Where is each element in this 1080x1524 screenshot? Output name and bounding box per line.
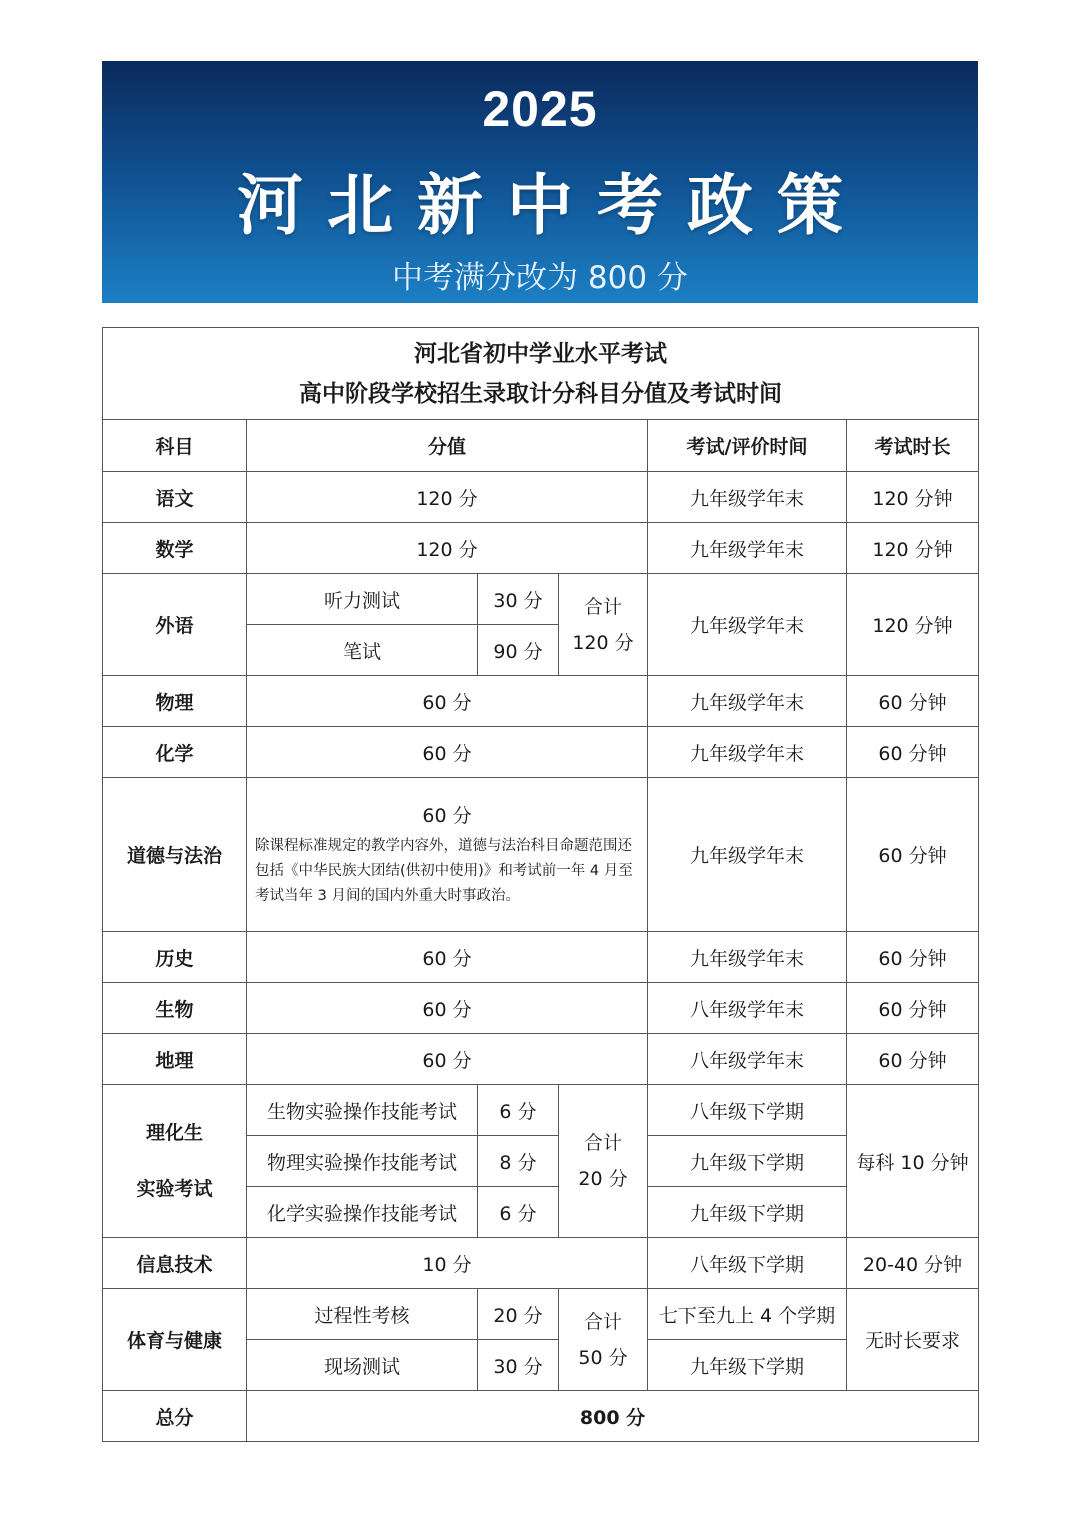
subtotal-label: 合计: [583, 1310, 622, 1333]
time-cell: 九年级学年末: [648, 574, 847, 676]
duration-cell: 120 分钟: [847, 523, 979, 574]
time-cell: 九年级学年末: [648, 523, 847, 574]
score-cell: 60 分: [247, 727, 648, 778]
table-row-lab: [103, 1085, 979, 1136]
duration-cell: 120 分钟: [847, 472, 979, 523]
table-row-morality: [103, 778, 979, 932]
score-cell: [247, 778, 648, 932]
duration-cell: 60 分钟: [847, 778, 979, 932]
subtotal-score: 120 分: [572, 631, 634, 654]
subject-cell: 总分: [103, 1391, 247, 1442]
score-table: [102, 327, 979, 1442]
subject-cell: 生物: [103, 983, 247, 1034]
table-caption: [103, 328, 979, 420]
table-row-total: [103, 1391, 979, 1442]
time-cell: 八年级下学期: [648, 1085, 847, 1136]
sub-item-score: 6 分: [478, 1187, 559, 1238]
subject-cell: 外语: [103, 574, 247, 676]
table-row-chinese: [103, 472, 979, 523]
time-cell: 九年级学年末: [648, 472, 847, 523]
table-row-geography: [103, 1034, 979, 1085]
time-cell: 九年级学年末: [648, 676, 847, 727]
header-duration: 考试时长: [847, 420, 979, 472]
subject-cell: 语文: [103, 472, 247, 523]
score-table-container: [102, 327, 978, 1442]
table-row-history: [103, 932, 979, 983]
time-cell: 九年级学年末: [648, 778, 847, 932]
time-cell: 九年级下学期: [648, 1340, 847, 1391]
header-banner: [102, 61, 978, 303]
header-time: 考试/评价时间: [648, 420, 847, 472]
subtotal-cell: [559, 1289, 648, 1391]
time-cell: 八年级下学期: [648, 1238, 847, 1289]
table-row-it: [103, 1238, 979, 1289]
sub-item-score: 6 分: [478, 1085, 559, 1136]
duration-cell: 60 分钟: [847, 983, 979, 1034]
duration-cell: 120 分钟: [847, 574, 979, 676]
score-cell: 120 分: [247, 523, 648, 574]
sub-item-label: 过程性考核: [247, 1289, 478, 1340]
sub-item-label: 笔试: [247, 625, 478, 676]
time-cell: 九年级学年末: [648, 727, 847, 778]
score-cell: 10 分: [247, 1238, 648, 1289]
score-cell: 60 分: [247, 932, 648, 983]
duration-cell: 60 分钟: [847, 932, 979, 983]
banner-subtitle: 中考满分改为 800 分: [392, 260, 688, 296]
score-cell: 60 分: [247, 983, 648, 1034]
subject-line-2: 实验考试: [136, 1178, 213, 1200]
table-row-foreign: [103, 574, 979, 625]
subtotal-label: 合计: [583, 595, 622, 618]
table-row-math: [103, 523, 979, 574]
subject-cell: 道德与法治: [103, 778, 247, 932]
duration-cell: 60 分钟: [847, 676, 979, 727]
sub-item-label: 现场测试: [247, 1340, 478, 1391]
sub-item-score: 90 分: [478, 625, 559, 676]
sub-item-score: 8 分: [478, 1136, 559, 1187]
time-cell: 七下至九上 4 个学期: [648, 1289, 847, 1340]
duration-cell: 每科 10 分钟: [847, 1085, 979, 1238]
sub-item-label: 生物实验操作技能考试: [247, 1085, 478, 1136]
time-cell: 九年级学年末: [648, 932, 847, 983]
sub-item-score: 30 分: [478, 1340, 559, 1391]
caption-line-2: 高中阶段学校招生录取计分科目分值及考试时间: [299, 380, 783, 407]
time-cell: 八年级学年末: [648, 983, 847, 1034]
subject-cell: 地理: [103, 1034, 247, 1085]
time-cell: 九年级下学期: [648, 1187, 847, 1238]
subject-line-1: 理化生: [145, 1122, 203, 1144]
time-cell: 九年级下学期: [648, 1136, 847, 1187]
sub-item-label: 物理实验操作技能考试: [247, 1136, 478, 1187]
subject-cell: 信息技术: [103, 1238, 247, 1289]
header-score: 分值: [247, 420, 648, 472]
sub-item-score: 30 分: [478, 574, 559, 625]
subtotal-score: 50 分: [578, 1346, 628, 1369]
duration-cell: 无时长要求: [847, 1289, 979, 1391]
subtotal-cell: [559, 1085, 648, 1238]
subject-cell: 历史: [103, 932, 247, 983]
total-score-cell: 800 分: [247, 1391, 979, 1442]
time-cell: 八年级学年末: [648, 1034, 847, 1085]
score-cell: 60 分: [247, 676, 648, 727]
caption-line-1: 河北省初中学业水平考试: [414, 340, 668, 367]
duration-cell: 60 分钟: [847, 1034, 979, 1085]
sub-item-label: 化学实验操作技能考试: [247, 1187, 478, 1238]
subject-cell: 体育与健康: [103, 1289, 247, 1391]
score-cell: 120 分: [247, 472, 648, 523]
subtotal-cell: [559, 574, 648, 676]
banner-year: 2025: [482, 81, 598, 137]
score-note: 除课程标准规定的教学内容外，道德与法治科目命题范围还包括《中华民族大团结(供初中使用)》和考试前一年 4 月至考试当年 3 月间的国内外重大时事政治。: [255, 837, 633, 904]
score-cell: 60 分: [247, 1034, 648, 1085]
subtotal-score: 20 分: [578, 1168, 628, 1190]
table-row-chemistry: [103, 727, 979, 778]
banner-headline: 河北新中考政策: [237, 167, 867, 244]
header-subject: 科目: [103, 420, 247, 472]
sub-item-label: 听力测试: [247, 574, 478, 625]
sub-item-score: 20 分: [478, 1289, 559, 1340]
duration-cell: 20-40 分钟: [847, 1238, 979, 1289]
subject-cell: 物理: [103, 676, 247, 727]
table-row-physics: [103, 676, 979, 727]
subject-cell: [103, 1085, 247, 1238]
subject-cell: 数学: [103, 523, 247, 574]
subtotal-label: 合计: [583, 1132, 622, 1154]
duration-cell: 60 分钟: [847, 727, 979, 778]
table-row-pe: [103, 1289, 979, 1340]
table-row-biology: [103, 983, 979, 1034]
subject-cell: 化学: [103, 727, 247, 778]
score-value: 60 分: [422, 804, 472, 827]
